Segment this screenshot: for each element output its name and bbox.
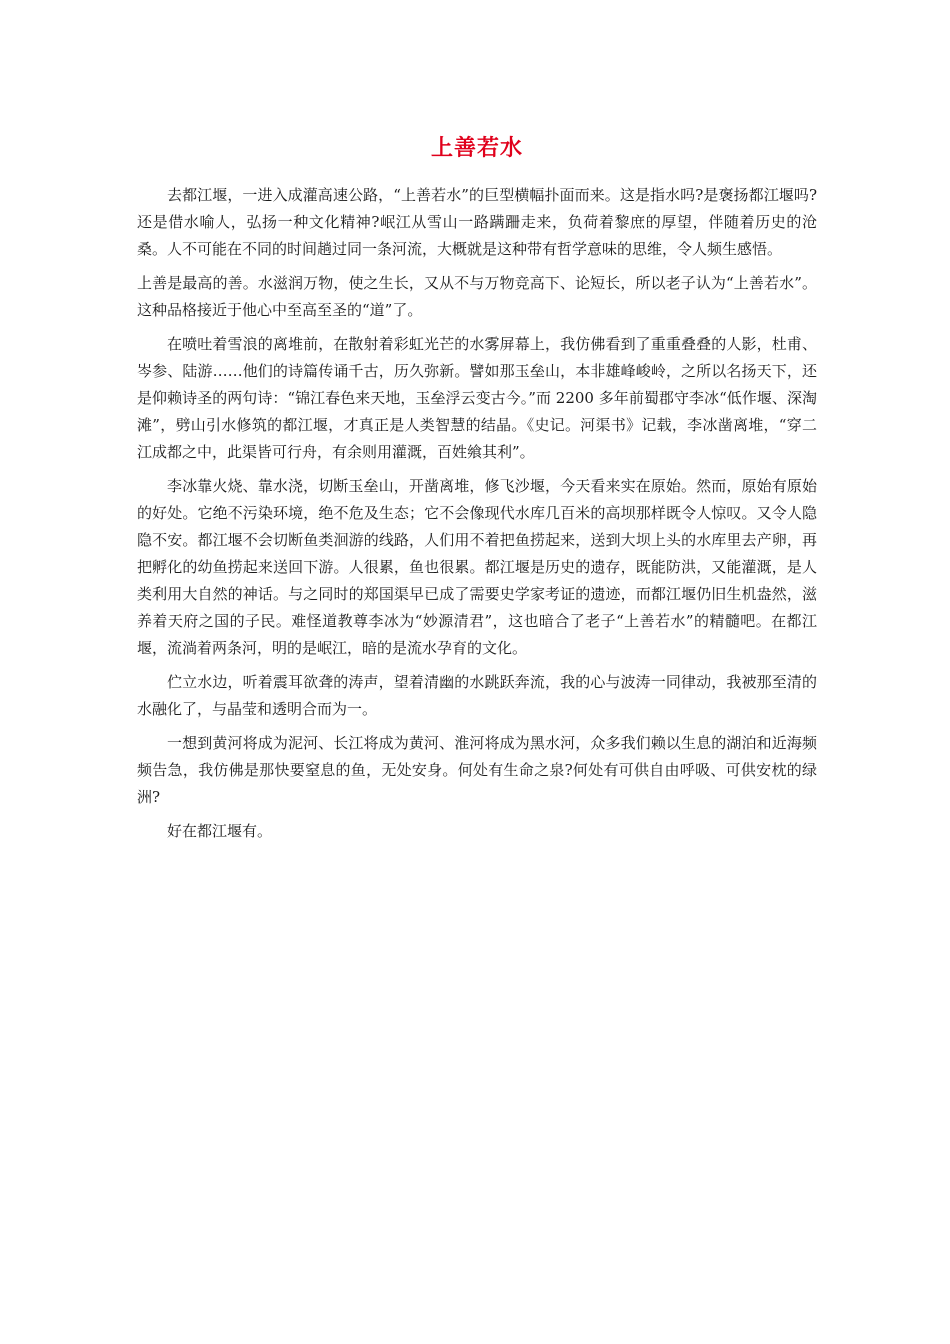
paragraph: 在喷吐着雪浪的离堆前，在散射着彩虹光芒的水雾屏幕上，我仿佛看到了重重叠叠的人影，杜甫、岑参、陆游……他们的诗篇传诵千古，历久弥新。譬如那玉垒山，本非雄峰峻岭，之所以名扬天下，还是仰赖诗圣的两句诗：“锦江春色来天地，玉垒浮云变古今。”而 2200 多年前蜀郡守李冰“低作堰、深淘滩”，劈山引水修筑的都江堰，才真正是人类智慧的结晶。《史记。河渠书》记载，李冰凿离堆，“穿二江成都之中，此渠皆可行舟，有余则用灌溉，百姓飨其利”。 xyxy=(137,335,817,461)
document-title: 上善若水 xyxy=(430,135,523,161)
paragraph: 上善是最高的善。水滋润万物，使之生长，又从不与万物竞高下、论短长，所以老子认为“上善若水”。这种品格接近于他心中至高至圣的“道”了。 xyxy=(137,274,817,319)
document-body xyxy=(137,182,817,845)
paragraph: 一想到黄河将成为泥河、长江将成为黄河、淮河将成为黑水河，众多我们赖以生息的湖泊和近海频频告急，我仿佛是那快要窒息的鱼，无处安身。何处有生命之泉?何处有可供自由呼吸、可供安枕的绿洲? xyxy=(137,734,817,806)
paragraph: 好在都江堰有。 xyxy=(167,822,273,840)
paragraph: 去都江堰，一进入成灌高速公路，“上善若水”的巨型横幅扑面而来。这是指水吗?是褒扬都江堰吗?还是借水喻人，弘扬一种文化精神?岷江从雪山一路蹒跚走来，负荷着黎庶的厚望，伴随着历史的沧桑。人不可能在不同的时间趟过同一条河流，大概就是这种带有哲学意味的思维，令人频生感悟。 xyxy=(137,186,817,258)
document-page xyxy=(137,128,817,852)
paragraph: 李冰靠火烧、靠水浇，切断玉垒山，开凿离堆，修飞沙堰，今天看来实在原始。然而，原始有原始的好处。它绝不污染环境，绝不危及生态；它不会像现代水库几百米的高坝那样既令人惊叹。又令人隐隐不安。都江堰不会切断鱼类洄游的线路，人们用不着把鱼捞起来，送到大坝上头的水库里去产卵，再把孵化的幼鱼捞起来送回下游。人很累，鱼也很累。都江堰是历史的遗存，既能防洪，又能灌溉，是人类利用大自然的神话。与之同时的郑国渠早已成了需要史学家考证的遗迹，而都江堰仍旧生机盎然，滋养着天府之国的子民。难怪道教尊李冰为“妙源清君”，这也暗合了老子“上善若水”的精髓吧。在都江堰，流淌着两条河，明的是岷江，暗的是流水孕育的文化。 xyxy=(137,477,817,657)
paragraph: 伫立水边，听着震耳欲聋的涛声，望着清幽的水跳跃奔流，我的心与波涛一同律动，我被那至清的水融化了，与晶莹和透明合而为一。 xyxy=(137,673,817,718)
